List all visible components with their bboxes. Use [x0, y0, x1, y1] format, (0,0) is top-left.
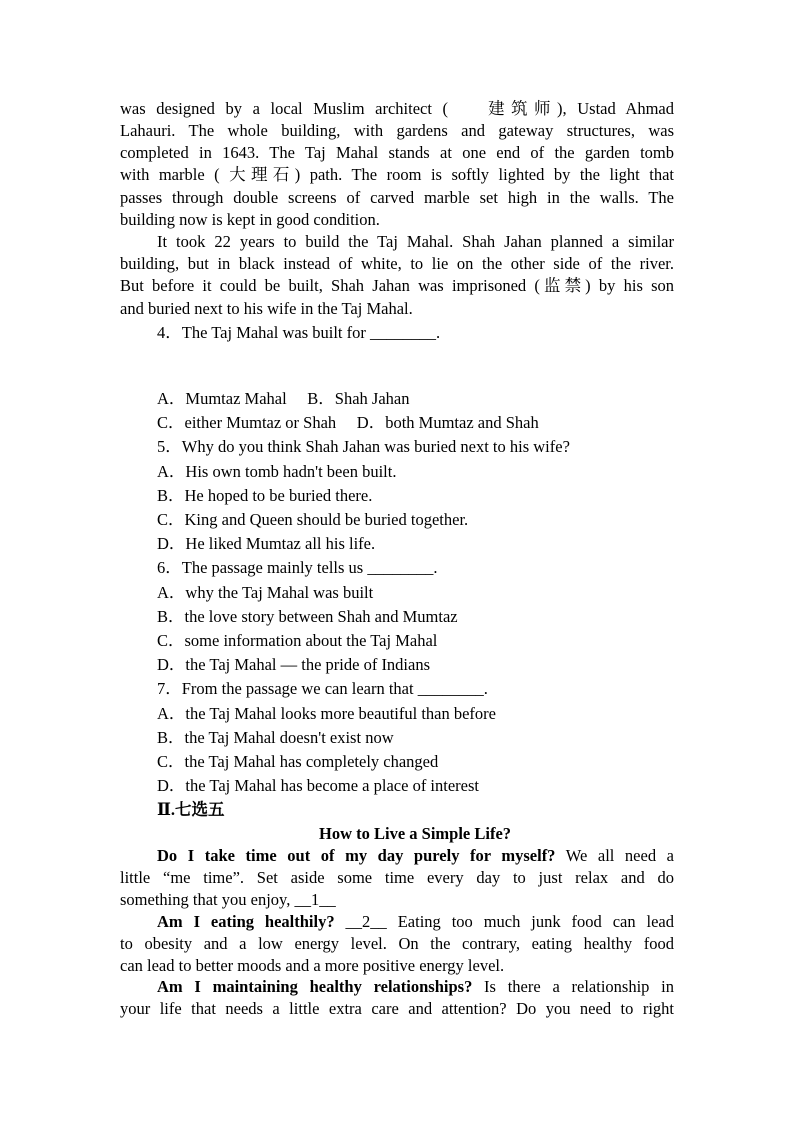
passage-line: with marble ( 大理石) path. The room is softly lighted by the light that	[120, 165, 674, 184]
passage-line: and buried next to his wife in the Taj Mahal.	[120, 299, 413, 318]
blank-2: __2__	[345, 912, 387, 931]
question-option: C．King and Queen should be buried together.	[157, 510, 469, 529]
question-option: A．the Taj Mahal looks more beautiful than before	[157, 704, 496, 723]
question-options: A．Mumtaz Mahal B．Shah Jahan	[157, 389, 410, 408]
passage-line: But before it could be built, Shah Jahan was imprisoned (监禁) by his son	[120, 276, 674, 295]
passage-line: passes through double screens of carved marble set high in the walls. The	[120, 188, 674, 207]
question-option: C．some information about the Taj Mahal	[157, 631, 438, 650]
question-option: C．the Taj Mahal has completely changed	[157, 752, 439, 771]
article-title: How to Live a Simple Life?	[318, 824, 512, 843]
blank-1: __1__	[294, 890, 336, 909]
article-line	[157, 845, 674, 867]
question-lead: Am I maintaining healthy relationships?	[157, 977, 473, 996]
question-stem: 6．The passage mainly tells us ________.	[157, 558, 438, 577]
passage-line: completed in 1643. The Taj Mahal stands at one end of the garden tomb	[120, 143, 674, 162]
question-option: D．the Taj Mahal has become a place of interest	[157, 776, 479, 795]
article-line: to obesity and a low energy level. On the contrary, eating healthy food	[120, 934, 674, 953]
section-heading: Ⅱ.七选五	[157, 800, 225, 819]
question-option: A．His own tomb hadn't been built.	[157, 462, 397, 481]
article-line	[157, 911, 674, 933]
article-text: something that you enjoy,	[120, 890, 295, 909]
article-line	[157, 976, 674, 998]
article-line: your life that needs a little extra care and attention? Do you need to right	[120, 999, 674, 1018]
question-option: B．the love story between Shah and Mumtaz	[157, 607, 458, 626]
passage-line: building, but in black instead of white, to lie on the other side of the river.	[120, 254, 674, 273]
article-text: Is there a relationship in	[472, 977, 674, 996]
question-lead: Do I take time out of my day purely for myself?	[157, 846, 556, 865]
passage-line: Lahauri. The whole building, with gardens and gateway structures, was	[120, 121, 674, 140]
article-line	[120, 889, 336, 911]
article-line: little “me time”. Set aside some time every day to just relax and do	[120, 868, 674, 887]
question-stem: 7．From the passage we can learn that ________.	[157, 679, 488, 698]
question-stem: 5．Why do you think Shah Jahan was buried next to his wife?	[157, 437, 570, 456]
article-text: Eating too much junk food can lead	[386, 912, 674, 931]
question-option: B．He hoped to be buried there.	[157, 486, 373, 505]
passage-line: building now is kept in good condition.	[120, 210, 380, 229]
article-line: can lead to better moods and a more positive energy level.	[120, 956, 505, 975]
question-stem: 4．The Taj Mahal was built for ________.	[157, 323, 441, 342]
question-lead: Am I eating healthily?	[157, 912, 335, 931]
question-option: B．the Taj Mahal doesn't exist now	[157, 728, 394, 747]
question-option: A．why the Taj Mahal was built	[157, 583, 374, 602]
passage-line: It took 22 years to build the Taj Mahal. Shah Jahan planned a similar	[157, 232, 674, 251]
question-options: C．either Mumtaz or Shah D．both Mumtaz and Shah	[157, 413, 539, 432]
article-text: We all need a	[555, 846, 674, 865]
passage-line: was designed by a local Muslim architect ( 建筑师), Ustad Ahmad	[120, 99, 674, 118]
question-option: D．He liked Mumtaz all his life.	[157, 534, 376, 553]
question-option: D．the Taj Mahal — the pride of Indians	[157, 655, 431, 674]
